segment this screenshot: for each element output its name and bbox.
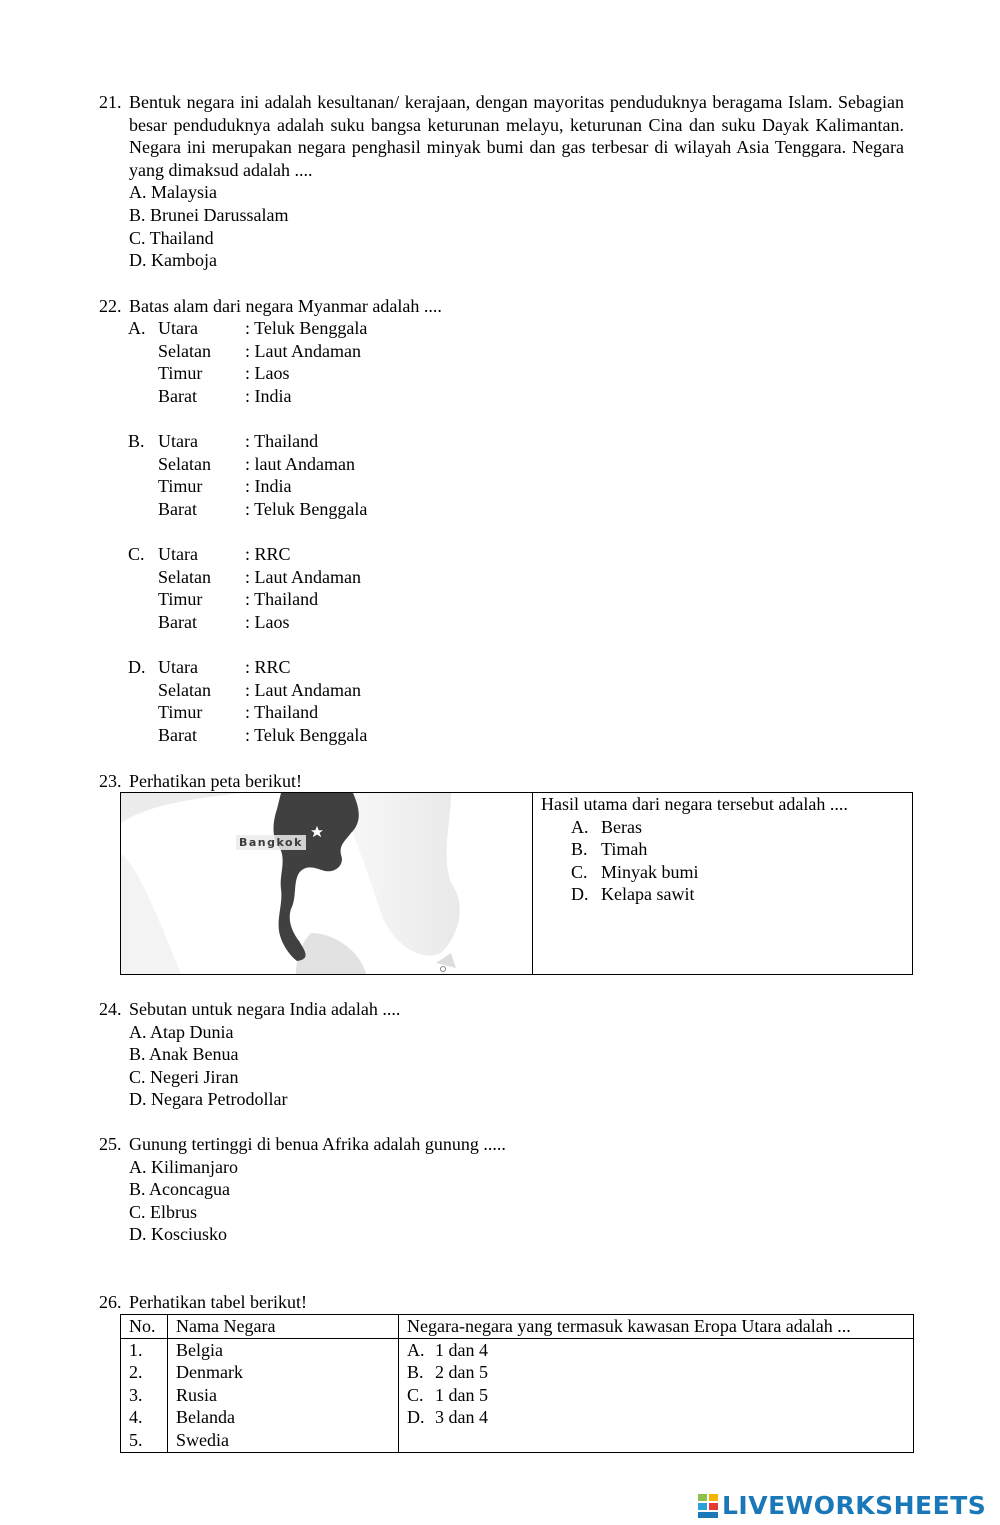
option-text: Minyak bumi xyxy=(601,861,699,882)
cell-name: Denmark xyxy=(168,1361,399,1384)
direction: Utara xyxy=(158,544,198,564)
table-row xyxy=(121,1338,914,1361)
direction: Selatan xyxy=(158,679,211,700)
option-text: Timah xyxy=(601,839,648,860)
option-text: 2 dan 5 xyxy=(435,1362,488,1383)
option-letter: B. xyxy=(407,1362,424,1383)
question-21 xyxy=(99,91,904,272)
answer-b[interactable] xyxy=(399,1361,914,1384)
cell-no: 4. xyxy=(121,1406,168,1429)
direction: Utara xyxy=(158,431,198,451)
direction: Timur xyxy=(158,589,203,610)
direction: Timur xyxy=(158,702,203,723)
q23-box xyxy=(120,792,913,975)
cell-no: 1. xyxy=(121,1338,168,1361)
question-text: Perhatikan peta berikut! xyxy=(129,771,302,791)
direction: Selatan xyxy=(158,340,211,361)
question-number: 21. xyxy=(99,92,122,112)
boundary: : Thailand xyxy=(245,702,319,723)
direction: Utara xyxy=(158,318,198,338)
direction: Barat xyxy=(158,724,197,745)
boundary: : Teluk Benggala xyxy=(245,498,368,519)
header-no: No. xyxy=(121,1315,168,1339)
boundary: : RRC xyxy=(245,657,291,677)
boundary: : India xyxy=(245,385,292,406)
option-d[interactable]: D. Kamboja xyxy=(129,250,217,271)
map-label-bangkok: Bangkok xyxy=(236,835,306,850)
question-number: 23. xyxy=(99,771,122,791)
boundary: : India xyxy=(245,476,292,497)
direction: Timur xyxy=(158,363,203,384)
question-number: 25. xyxy=(99,1134,122,1154)
boundary: : Teluk Benggala xyxy=(245,724,368,745)
option-text: 3 dan 4 xyxy=(435,1407,488,1428)
option-d[interactable] xyxy=(541,883,911,906)
option-c[interactable]: C. Elbrus xyxy=(129,1201,198,1222)
boundary: : Laos xyxy=(245,363,290,384)
direction: Barat xyxy=(158,498,197,519)
cell-no: 3. xyxy=(121,1384,168,1407)
cell-no: 2. xyxy=(121,1361,168,1384)
countries-table xyxy=(120,1314,914,1453)
question-number: 22. xyxy=(99,296,122,316)
option-letter: D. xyxy=(407,1407,425,1428)
options-list xyxy=(129,181,904,271)
question-number: 26. xyxy=(99,1292,122,1312)
q23-question xyxy=(541,793,911,906)
options-list xyxy=(129,1021,904,1111)
option-text: Kelapa sawit xyxy=(601,884,695,905)
option-b[interactable]: B. Brunei Darussalam xyxy=(129,204,289,225)
option-letter: B. xyxy=(128,431,145,451)
liveworksheets-logo xyxy=(697,1488,986,1524)
option-c[interactable]: C. Thailand xyxy=(129,227,214,248)
question-text: Gunung tertinggi di benua Afrika adalah gunung ..... xyxy=(129,1134,506,1154)
boundary: : laut Andaman xyxy=(245,453,355,474)
question-26 xyxy=(99,1291,904,1314)
direction: Barat xyxy=(158,611,197,632)
question-number: 24. xyxy=(99,999,122,1019)
option-text: 1 dan 5 xyxy=(435,1384,488,1405)
option-letter: A. xyxy=(407,1339,425,1360)
cell-no: 5. xyxy=(121,1429,168,1452)
option-letter: B. xyxy=(571,839,588,860)
boundary: : Thailand xyxy=(245,589,319,610)
question-25 xyxy=(99,1133,904,1246)
table-header xyxy=(121,1315,914,1339)
liveworksheets-logo-icon xyxy=(697,1493,719,1519)
option-b[interactable]: B. Anak Benua xyxy=(129,1044,239,1065)
answer-a[interactable] xyxy=(399,1338,914,1361)
question-text: Perhatikan tabel berikut! xyxy=(129,1292,307,1312)
direction: Selatan xyxy=(158,453,211,474)
cell-name: Belanda xyxy=(168,1406,399,1429)
answer-c[interactable] xyxy=(399,1384,914,1407)
answer-d[interactable] xyxy=(399,1406,914,1429)
q23-question-text: Hasil utama dari negara tersebut adalah .... xyxy=(541,794,848,814)
cell-name: Swedia xyxy=(168,1429,399,1452)
cell-empty xyxy=(399,1429,914,1452)
cell-name: Belgia xyxy=(168,1338,399,1361)
direction: Selatan xyxy=(158,566,211,587)
boundary: : Laos xyxy=(245,611,290,632)
option-b[interactable] xyxy=(541,838,911,861)
map-image xyxy=(121,793,532,974)
option-d[interactable]: D. Kosciusko xyxy=(129,1224,227,1245)
options-list xyxy=(129,1156,904,1246)
option-c[interactable]: C. Negeri Jiran xyxy=(129,1066,239,1087)
question-text: Batas alam dari negara Myanmar adalah .... xyxy=(129,296,442,316)
cell-name: Rusia xyxy=(168,1384,399,1407)
boundary: : Laut Andaman xyxy=(245,566,361,587)
table-row xyxy=(121,1361,914,1384)
header-question: Negara-negara yang termasuk kawasan Eropa Utara adalah ... xyxy=(399,1315,914,1339)
boundary: : Thailand xyxy=(245,431,319,451)
question-text: Sebutan untuk negara India adalah .... xyxy=(129,999,401,1019)
option-a[interactable]: A. Atap Dunia xyxy=(129,1021,234,1042)
option-c[interactable] xyxy=(541,861,911,884)
direction: Barat xyxy=(158,385,197,406)
question-22 xyxy=(99,295,904,318)
table-row xyxy=(121,1406,914,1429)
header-name: Nama Negara xyxy=(168,1315,399,1339)
option-letter: A. xyxy=(128,318,146,338)
logo-text: LIVEWORKSHEETS xyxy=(722,1491,987,1520)
option-text: 1 dan 4 xyxy=(435,1339,488,1360)
question-text: Bentuk negara ini adalah kesultanan/ kerajaan, dengan mayoritas penduduknya beragama Islam. Sebagian besar penduduknya adalah suku bangsa keturunan melayu, keturunan Cina dan suku Dayak Kalimantan. Negara ini merupakan negara penghasil minyak bumi dan gas terbesar di wilayah Asia Tenggara. Negara yang dimaksud adalah .... xyxy=(129,92,904,180)
option-letter: D. xyxy=(128,657,146,677)
option-letter: C. xyxy=(407,1384,424,1405)
direction: Timur xyxy=(158,476,203,497)
option-letter: A. xyxy=(571,816,589,837)
option-a[interactable] xyxy=(541,816,911,839)
table-row xyxy=(121,1429,914,1452)
option-text: Beras xyxy=(601,816,642,837)
question-24 xyxy=(99,998,904,1111)
option-d[interactable]: D. Negara Petrodollar xyxy=(129,1089,288,1110)
option-a[interactable]: A. Kilimanjaro xyxy=(129,1156,238,1177)
question-23 xyxy=(99,770,904,793)
thailand-map xyxy=(121,793,533,974)
option-letter: C. xyxy=(571,861,588,882)
boundary: : Laut Andaman xyxy=(245,340,361,361)
boundary: : Teluk Benggala xyxy=(245,318,368,338)
option-letter: C. xyxy=(128,544,145,564)
table-row xyxy=(121,1384,914,1407)
boundary: : Laut Andaman xyxy=(245,679,361,700)
option-b[interactable]: B. Aconcagua xyxy=(129,1179,230,1200)
option-a[interactable]: A. Malaysia xyxy=(129,182,217,203)
boundary: : RRC xyxy=(245,544,291,564)
option-letter: D. xyxy=(571,884,589,905)
direction: Utara xyxy=(158,657,198,677)
